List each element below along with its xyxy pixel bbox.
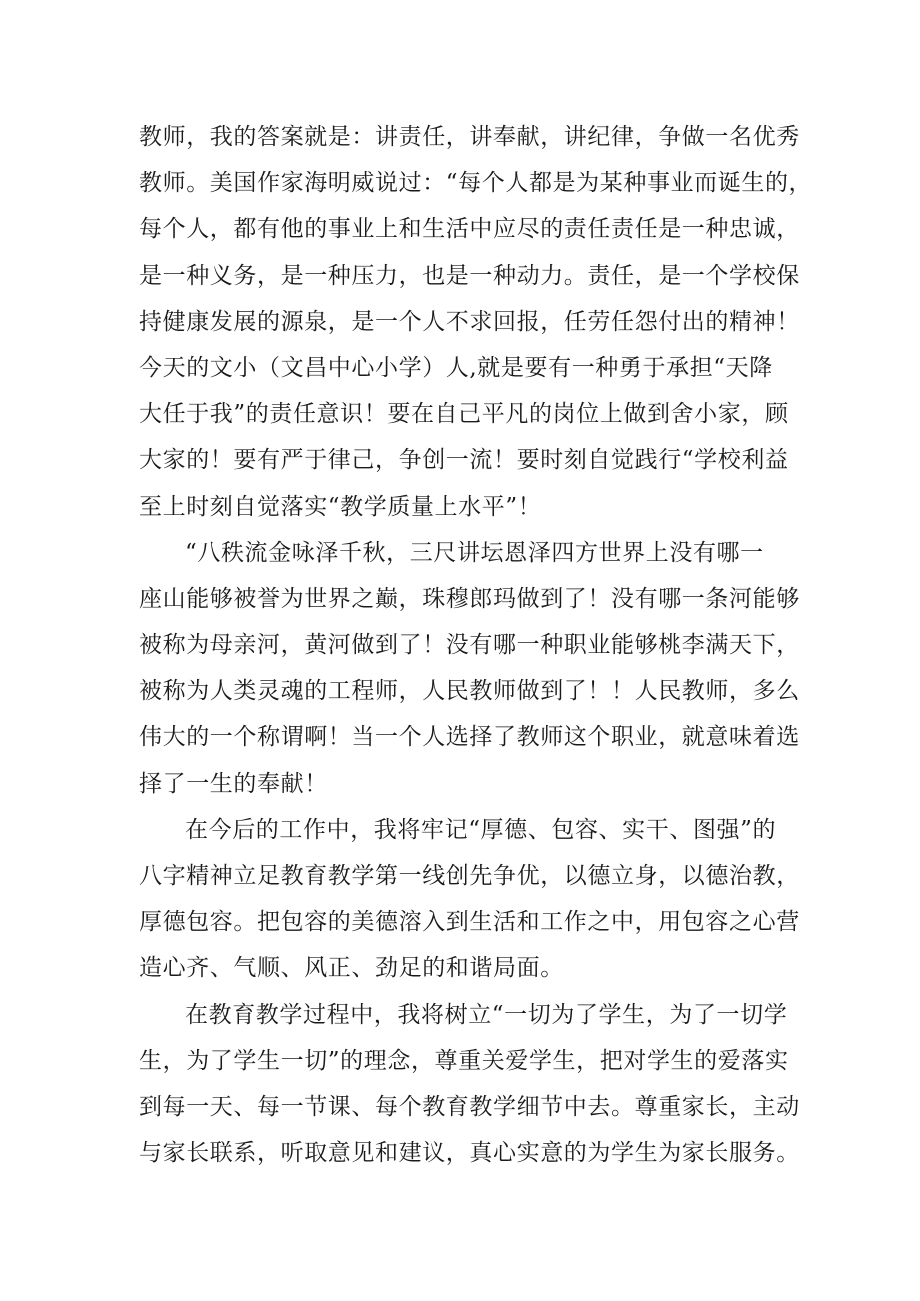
paragraph-first-line: “八秩流金咏泽千秋，三尺讲坛恩泽四方世界上没有哪一	[185, 539, 764, 566]
text-line: 厚德包容。把包容的美德溶入到生活和工作之中，用包容之心营	[139, 909, 800, 936]
text-line: 到每一天、每一节课、每个教育教学细节中去。尊重家长，主动	[139, 1093, 800, 1120]
text-line: 大任于我”的责任意识！要在自己平凡的岗位上做到舍小家，顾	[139, 401, 789, 428]
text-line: 造心齐、气顺、风正、劲足的和谐局面。	[139, 955, 564, 982]
paragraph-first-line: 在今后的工作中，我将牢记“厚德、包容、实干、图强”的	[185, 816, 777, 843]
text-line: 生，为了学生一切”的理念，尊重关爱学生，把对学生的爱落实	[139, 1047, 789, 1074]
text-line: 被称为人类灵魂的工程师，人民教师做到了！！人民教师，多么	[139, 678, 800, 705]
text-line: 座山能够被誉为世界之巅，珠穆郎玛做到了！没有哪一条河能够	[139, 585, 800, 612]
text-line: 持健康发展的源泉，是一个人不求回报，任劳任怨付出的精神！	[139, 308, 800, 335]
text-line: 每个人，都有他的事业上和生活中应尽的责任责任是一种忠诚，	[139, 216, 800, 243]
text-line: 与家长联系，听取意见和建议，真心实意的为学生为家长服务。	[139, 1140, 800, 1167]
text-line: 教师。美国作家海明威说过：“每个人都是为某种事业而诞生的，	[139, 170, 813, 197]
document-body	[139, 114, 813, 1176]
text-line: 八字精神立足教育教学第一线创先争优，以德立身，以德治教，	[139, 863, 800, 889]
text-line: 大家的！要有严于律己，争创一流！要时刻自觉践行“学校利益	[139, 447, 789, 474]
text-line: 伟大的一个称谓啊！当一个人选择了教师这个职业，就意味着选	[139, 724, 800, 751]
text-line: 择了一生的奉献！	[139, 770, 328, 797]
text-line: 是一种义务，是一种压力，也是一种动力。责任，是一个学校保	[139, 262, 800, 289]
text-line: 教师，我的答案就是：讲责任，讲奉献，讲纪律，争做一名优秀	[139, 124, 800, 150]
text-line: 今天的文小（文昌中心小学）人,就是要有一种勇于承担“天降	[139, 354, 773, 381]
paragraph-first-line: 在教育教学过程中，我将树立“一切为了学生，为了一切学	[185, 1001, 788, 1028]
text-line: 至上时刻自觉落实“教学质量上水平”！	[139, 493, 542, 520]
text-line: 被称为母亲河，黄河做到了！没有哪一种职业能够桃李满天下，	[139, 632, 800, 659]
